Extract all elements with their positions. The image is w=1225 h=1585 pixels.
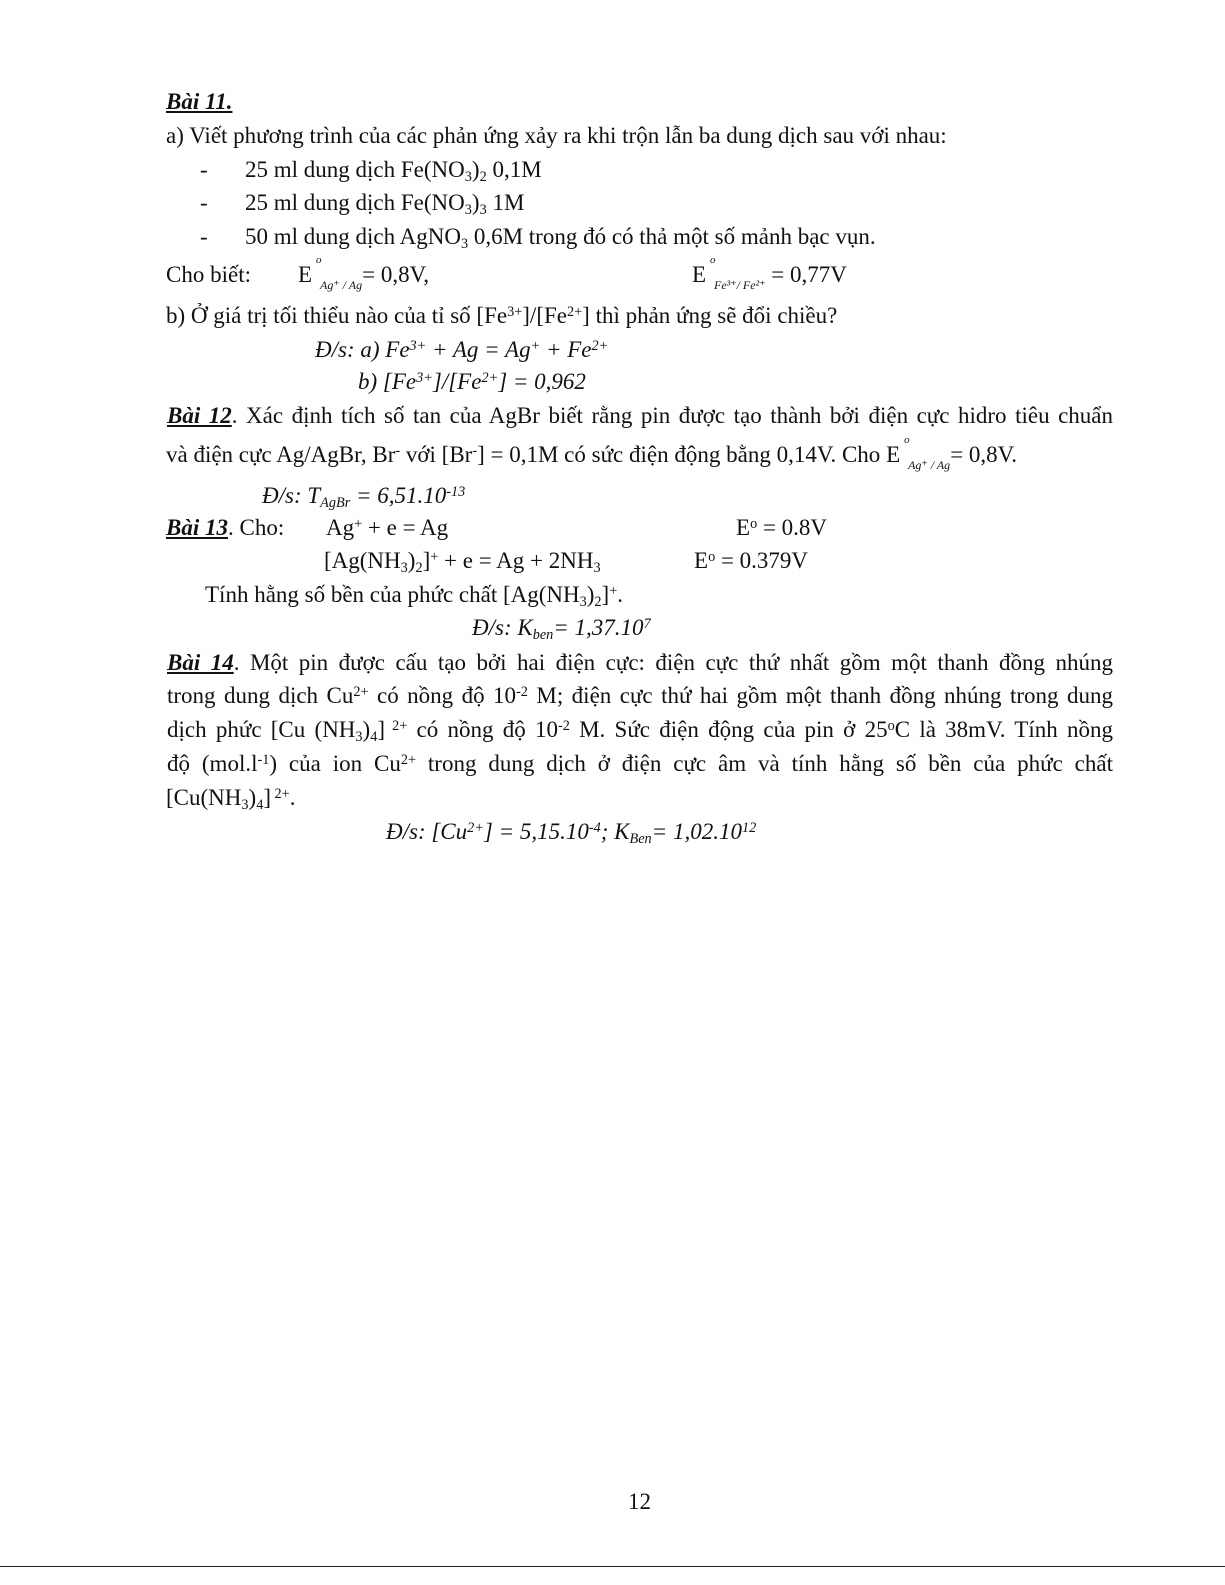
bai11-given-1: E o $_{Ag^+ / Ag}$= 0,8V, xyxy=(298,254,429,292)
bai14-line-3: dịch phức [Cu $(NH_3)_4$] $^{2+}$ có nồng độ $10^{-2}$ M. Sức điện động của pin ở 25$^o$C là 38mV. Tính nồng xyxy=(167,717,1113,746)
bai11-given-label: Cho biết: xyxy=(166,262,251,287)
bai13-eq-2: $[Ag(NH_3)_2]^+ + e = Ag + 2NH_3$ xyxy=(324,548,601,577)
bai11-item-2: 25 ml dung dịch $Fe(NO_3)_3$ 1M xyxy=(245,190,525,219)
bai11-given-2: E o $_{Fe^{3+}/ Fe^{2+}}$ = 0,77V xyxy=(692,254,847,292)
bai12-line-1: Bài 12. Xác định tích số tan của AgBr biết rằng pin được tạo thành bởi điện cực hidro tiêu chuẩn xyxy=(167,403,1114,428)
bai11-part-a: a) Viết phương trình của các phản ứng xảy ra khi trộn lẫn ba dung dịch sau với nhau: xyxy=(166,123,947,148)
page-number: 12 xyxy=(628,1489,651,1514)
bai13-question: Tính hằng số bền của phức chất $[Ag(NH_3)_2]^+$. xyxy=(205,582,623,611)
bai14-line-5: $[Cu(NH_3)_4]$ $^{2+}$. xyxy=(166,785,296,814)
bai11-dash-3: - xyxy=(200,224,208,249)
bai11-title: Bài 11. xyxy=(166,89,233,114)
bai13-eq-1: Ag+ + e = Ag xyxy=(326,515,449,540)
bai12-answer: Đ/s: $T_{AgBr} = 6,51.10^{-13}$ xyxy=(262,483,466,512)
bai11-dash-2: - xyxy=(200,190,208,215)
bai13-head: Bài 13. Cho: xyxy=(166,515,285,540)
bai14-line-1: Bài 14. Một pin được cấu tạo bởi hai điện cực: điện cực thứ nhất gồm một thanh đồng nhúng xyxy=(167,650,1113,675)
bai11-item-3: 50 ml dung dịch AgNO$_3$ 0,6M trong đó có thả một số mảnh bạc vụn. xyxy=(245,224,876,253)
bai12-title: Bài 12 xyxy=(167,403,232,428)
bai11-dash-1: - xyxy=(200,157,208,182)
bai13-answer: Đ/s: $K_{ben}= 1,37.10^7$ xyxy=(472,615,651,644)
bottom-rule xyxy=(0,1566,1225,1567)
bai13-eq-1-potential: $E^o = 0.8V$ xyxy=(736,515,828,540)
bai11-part-b: b) Ở giá trị tối thiểu nào của tỉ số $[Fe^{3+}]/[Fe^{2+}]$ thì phản ứng sẽ đổi chiều? xyxy=(166,303,838,328)
bai11-answer-a: Đ/s: a) $Fe^{3+} + Ag = Ag^+ + Fe^{2+}$ xyxy=(315,337,609,362)
bai14-title: Bài 14 xyxy=(167,650,234,675)
bai14-line-2: trong dung dịch $Cu^{2+}$ có nồng độ $10^{-2}$ M; điện cực thứ hai gồm một thanh đồng nhúng trong dung xyxy=(167,683,1113,708)
bai11-answer-b: b) $[Fe^{3+}]/[Fe^{2+}] = 0,962$ xyxy=(358,369,586,394)
bai12-line-2: và điện cực Ag/AgBr, Br- với [Br-] = 0,1M có sức điện động bằng 0,14V. Cho E o $_{Ag^+ / Ag}$= 0,8V. xyxy=(166,434,1018,472)
bai13-title: Bài 13 xyxy=(166,515,228,540)
bai14-line-4: độ $(mol.l^{-1})$ của ion $Cu^{2+}$ trong dung dịch ở điện cực âm và tính hằng số bền của phức chất xyxy=(167,751,1113,776)
bai11-item-1: 25 ml dung dịch $Fe(NO_3)_2$ 0,1M xyxy=(245,157,542,186)
bai14-answer: Đ/s: $[Cu^{2+}] = 5,15.10^{-4}$; $K_{Ben}= 1,02.10^{12}$ xyxy=(386,819,757,848)
bai13-eq-2-potential: $E^o = 0.379V$ xyxy=(694,548,809,573)
